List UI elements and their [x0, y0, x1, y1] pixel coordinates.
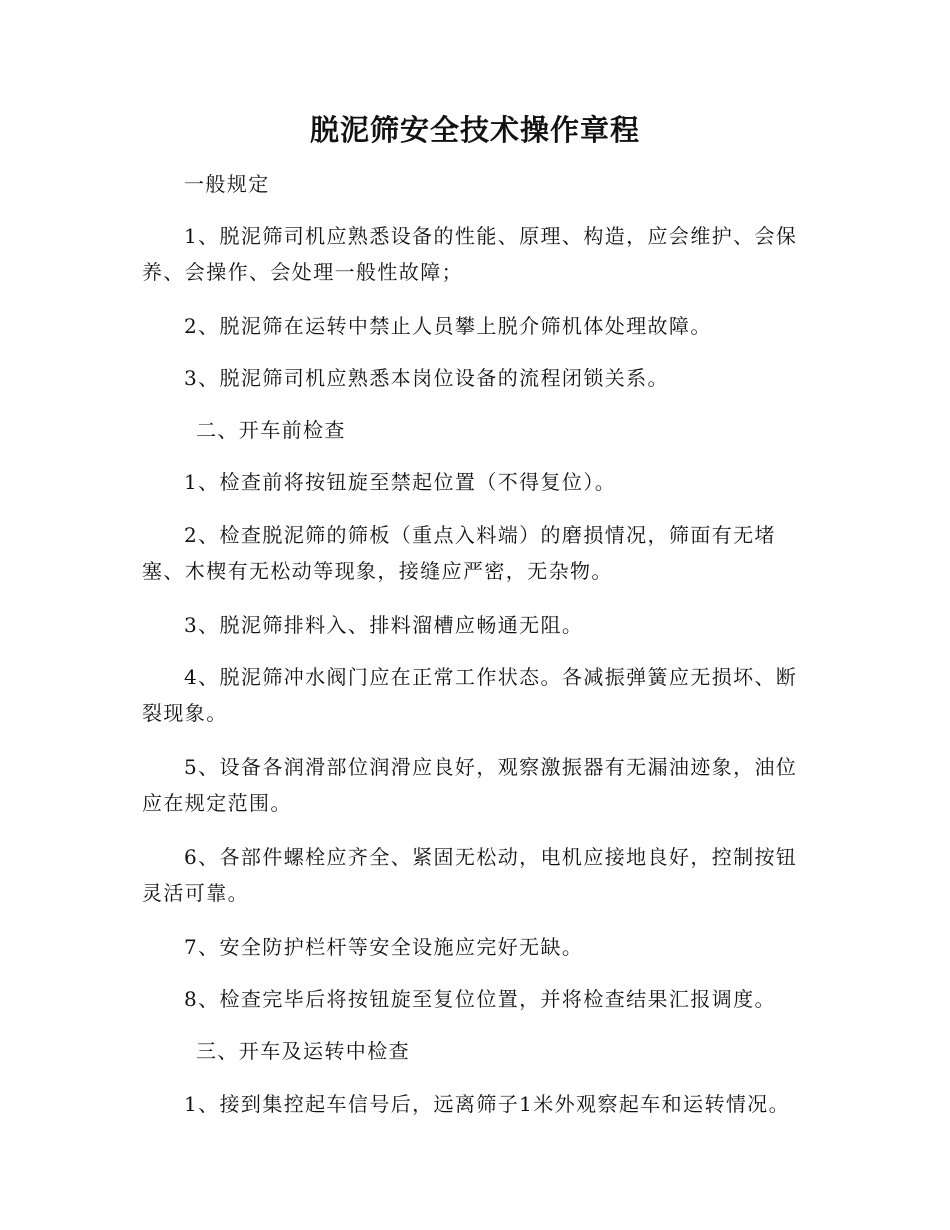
paragraph-general-3: 3、脱泥筛司机应熟悉本岗位设备的流程闭锁关系。 [184, 366, 669, 390]
section-heading-pre-start-check: 二、开车前检查 [196, 418, 346, 442]
paragraph-check-5: 5、设备各润滑部位润滑应良好，观察激振器有无漏油迹象，油位应在规定范围。 [142, 755, 798, 815]
paragraph-general-1: 1、脱泥筛司机应熟悉设备的性能、原理、构造，应会维护、会保养、会操作、会处理一般性故障； [142, 224, 798, 284]
paragraph-check-6: 6、各部件螺栓应齐全、紧固无松动，电机应接地良好，控制按钮灵活可靠。 [142, 845, 798, 905]
paragraph-check-2: 2、检查脱泥筛的筛板（重点入料端）的磨损情况，筛面有无堵塞、木楔有无松动等现象，接缝应严密，无杂物。 [142, 523, 776, 583]
paragraph-check-7: 7、安全防护栏杆等安全设施应完好无缺。 [184, 935, 584, 959]
section-heading-general-rules: 一般规定 [184, 172, 270, 196]
paragraph-check-3: 3、脱泥筛排料入、排料溜槽应畅通无阻。 [184, 613, 584, 637]
document-title: 脱泥筛安全技术操作章程 [309, 113, 640, 147]
paragraph-general-2: 2、脱泥筛在运转中禁止人员攀上脱介筛机体处理故障。 [184, 314, 712, 338]
section-heading-startup-and-running-check: 三、开车及运转中检查 [196, 1039, 410, 1063]
paragraph-running-1: 1、接到集控起车信号后，远离筛子1米外观察起车和运转情况。 [184, 1092, 791, 1116]
paragraph-check-4: 4、脱泥筛冲水阀门应在正常工作状态。各减振弹簧应无损坏、断裂现象。 [142, 665, 798, 725]
paragraph-check-8: 8、检查完毕后将按钮旋至复位位置，并将检查结果汇报调度。 [184, 987, 776, 1011]
paragraph-check-1: 1、检查前将按钮旋至禁起位置（不得复位）。 [184, 470, 617, 494]
